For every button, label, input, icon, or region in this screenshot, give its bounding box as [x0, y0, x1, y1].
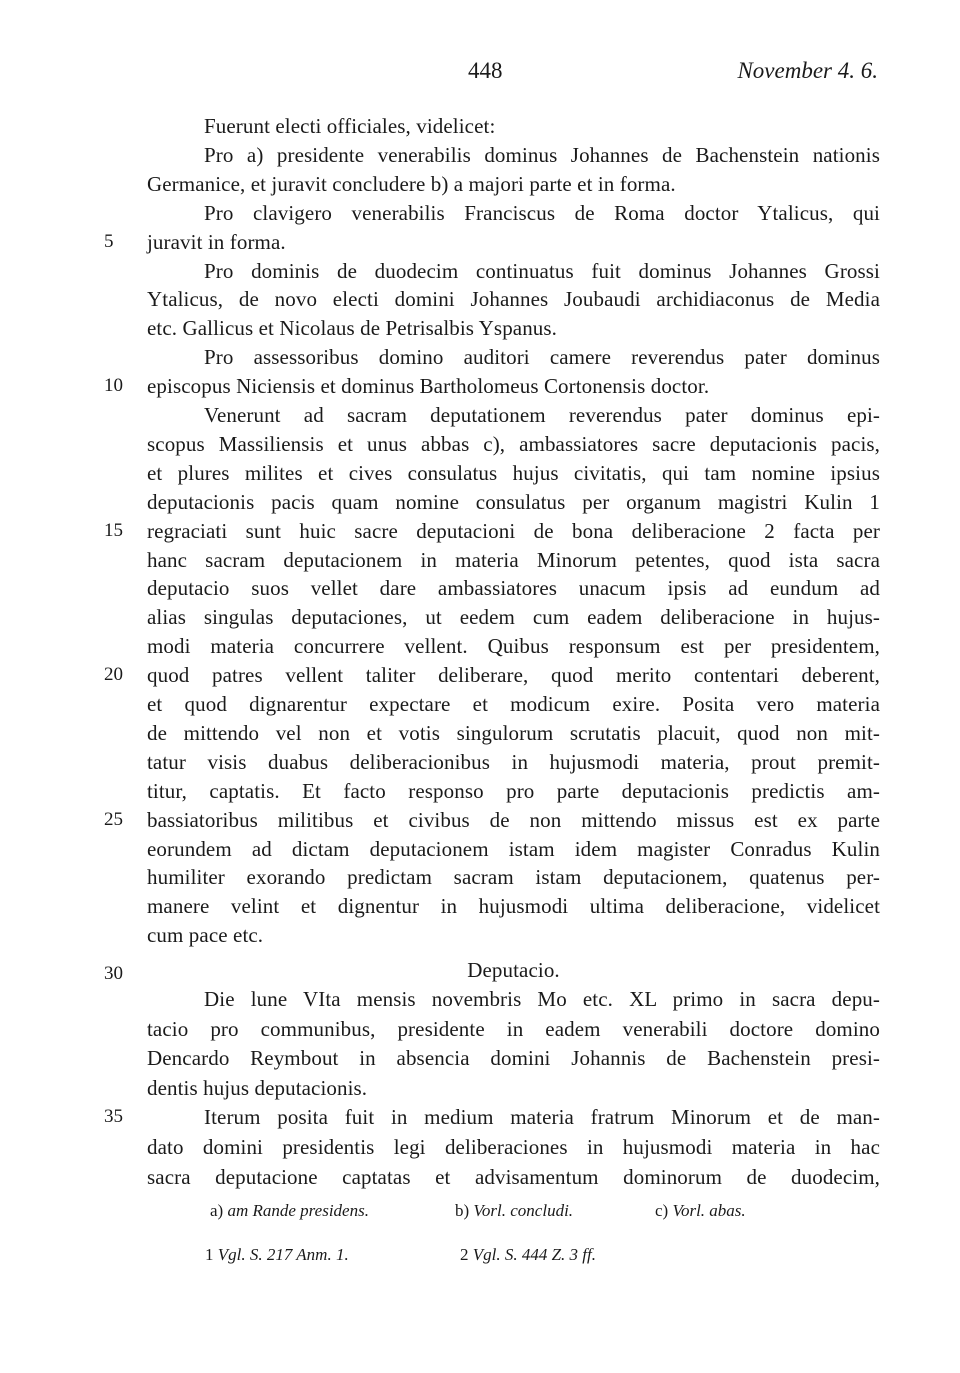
text-line — [0, 140, 960, 170]
text-line — [0, 718, 960, 748]
line-text: titur, captatis. Et facto responso pro parte deputacionis predictis am- — [147, 778, 880, 803]
line-text: tatur visis duabus deliberacionibus in hujusmodi materia, prout premit- — [147, 749, 880, 774]
footnote-marker: 2 — [460, 1245, 469, 1264]
footnote-a — [210, 1200, 369, 1222]
text-line — [0, 284, 960, 314]
line-text: cum pace etc. — [147, 923, 264, 948]
line-text: Iterum posita fuit in medium materia fratrum Minorum et de man- — [204, 1105, 880, 1130]
text-line — [0, 1102, 960, 1132]
line-text: etc. Gallicus et Nicolaus de Petrisalbis Yspanus. — [147, 316, 558, 341]
line-number: 15 — [104, 519, 123, 541]
line-text: de mittendo vel non et votis singulorum scrutatis placuit, quod non mit- — [147, 720, 880, 745]
running-head: November 4. 6. — [737, 58, 878, 83]
line-text: episcopus Niciensis et dominus Bartholomeus Cortonensis doctor. — [147, 374, 710, 399]
text-line — [0, 545, 960, 575]
text-line — [0, 984, 960, 1014]
footnote-text: Vgl. S. 444 Z. 3 ff. — [472, 1245, 597, 1264]
text-line — [0, 660, 960, 690]
footnote-text: Vorl. abas. — [672, 1201, 746, 1220]
text-line — [0, 747, 960, 777]
line-number: 25 — [104, 808, 123, 830]
footnote-marker: b) — [455, 1201, 470, 1220]
line-text: Pro assessoribus domino auditori camere reverendus pater dominus — [204, 345, 880, 370]
text-line — [0, 689, 960, 719]
line-text: deputacionis pacis quam nomine consulatus per organum magistri Kulin 1 — [147, 489, 880, 514]
line-number: 35 — [104, 1106, 123, 1128]
text-line — [0, 371, 960, 401]
footnote-1 — [205, 1244, 349, 1266]
footnote-marker: 1 — [205, 1245, 214, 1264]
footnote-2 — [460, 1244, 596, 1266]
line-text: Pro clavigero venerabilis Franciscus de Roma doctor Ytalicus, qui — [204, 200, 880, 225]
line-text: quod patres vellent taliter deliberare, quod merito contentari deberent, — [147, 663, 880, 688]
footnote-text: am Rande presidens. — [227, 1201, 369, 1220]
line-text: manere velint et dignentur in hujusmodi ultima deliberacione, videlicet — [147, 894, 880, 919]
line-text: Germanice, et juravit concludere b) a majori parte et in forma. — [147, 171, 676, 196]
footnote-c — [655, 1200, 746, 1222]
line-text: modi materia concurrere vellent. Quibus responsum est per presidentem, — [147, 634, 880, 659]
line-text: bassiatoribus militibus et civibus de non mittendo missus est ex parte — [147, 807, 880, 832]
line-text: hanc sacram deputacionem in materia Minorum petentes, quod ista sacra — [147, 547, 880, 572]
line-text: et quod dignarentur expectare et modicum exire. Posita vero materia — [147, 692, 880, 716]
section-heading-line — [0, 955, 960, 985]
footnote-b — [455, 1200, 573, 1222]
text-line — [0, 834, 960, 864]
line-text: regraciati sunt huic sacre deputacioni de bona deliberacione 2 facta per — [147, 518, 880, 543]
section-heading: Deputacio. — [467, 958, 560, 982]
line-text: Ytalicus, de novo electi domini Johannes Joubaudi archidiaconus de Media — [147, 287, 880, 312]
line-text: alias singulas deputaciones, ut eedem cum eadem deliberacione in hujus- — [147, 605, 880, 630]
text-line — [0, 862, 960, 892]
line-text: Fuerunt electi officiales, videlicet: — [204, 114, 496, 138]
line-number: 20 — [104, 664, 123, 686]
line-text: dato domini presidentis legi deliberaciones in hujusmodi materia in hac — [147, 1135, 880, 1159]
footnote-marker: c) — [655, 1201, 669, 1220]
text-line — [0, 516, 960, 546]
text-line — [0, 400, 960, 430]
text-line — [0, 169, 960, 199]
line-text: juravit in forma. — [147, 229, 286, 254]
text-line — [0, 573, 960, 603]
line-number: 30 — [104, 963, 123, 984]
line-text: Die lune VIta mensis novembris Mo etc. XL primo in sacra depu- — [204, 987, 880, 1011]
footnote-text: Vgl. S. 217 Anm. 1. — [217, 1245, 349, 1264]
footnote-marker: a) — [210, 1201, 224, 1220]
text-line — [0, 776, 960, 806]
text-line — [0, 602, 960, 632]
text-line — [0, 891, 960, 921]
text-line — [0, 1162, 960, 1192]
line-text: tacio pro communibus, presidente in eadem venerabili doctore domino — [147, 1016, 880, 1041]
line-number: 5 — [104, 230, 114, 252]
line-text: Pro dominis de duodecim continuatus fuit dominus Johannes Grossi — [204, 258, 880, 283]
line-text: Pro a) presidente venerabilis dominus Johannes de Bachenstein nationis — [204, 142, 880, 167]
text-line — [0, 198, 960, 228]
text-line — [0, 631, 960, 661]
line-text: eorundem ad dictam deputacionem istam idem magister Conradus Kulin — [147, 836, 880, 861]
footnote-text: Vorl. concludi. — [473, 1201, 574, 1220]
line-text: deputacio suos vellet dare ambassiatores unacum ipsis ad eundum ad — [147, 576, 880, 601]
text-line — [0, 1132, 960, 1162]
line-text: dentis hujus deputacionis. — [147, 1075, 368, 1100]
line-text: et plures milites et cives consulatus hujus civitatis, qui tam nomine ipsius — [147, 460, 880, 485]
line-text: humiliter exorando predictam sacram istam deputacionem, quatenus per- — [147, 865, 880, 890]
text-line — [0, 313, 960, 343]
text-line — [0, 805, 960, 835]
line-text: Dencardo Reymbout in absencia domini Johannis de Bachenstein presi- — [147, 1046, 880, 1071]
text-line — [0, 429, 960, 459]
page-header — [0, 58, 960, 88]
text-line — [0, 1014, 960, 1044]
text-line — [0, 487, 960, 517]
page-number: 448 — [468, 58, 503, 83]
line-text: scopus Massiliensis et unus abbas c), ambassiatores sacre deputacionis pacis, — [147, 431, 880, 456]
text-line — [0, 227, 960, 257]
text-line — [0, 1043, 960, 1073]
text-line — [0, 1073, 960, 1103]
text-line — [0, 256, 960, 286]
text-line — [0, 458, 960, 488]
text-line — [0, 342, 960, 372]
text-line — [0, 111, 960, 141]
line-text: sacra deputacione captatas et advisamentum dominorum de duodecim, — [147, 1164, 880, 1189]
line-number: 10 — [104, 375, 123, 397]
text-line — [0, 920, 960, 950]
line-text: Venerunt ad sacram deputationem reverendus pater dominus epi- — [204, 403, 880, 427]
